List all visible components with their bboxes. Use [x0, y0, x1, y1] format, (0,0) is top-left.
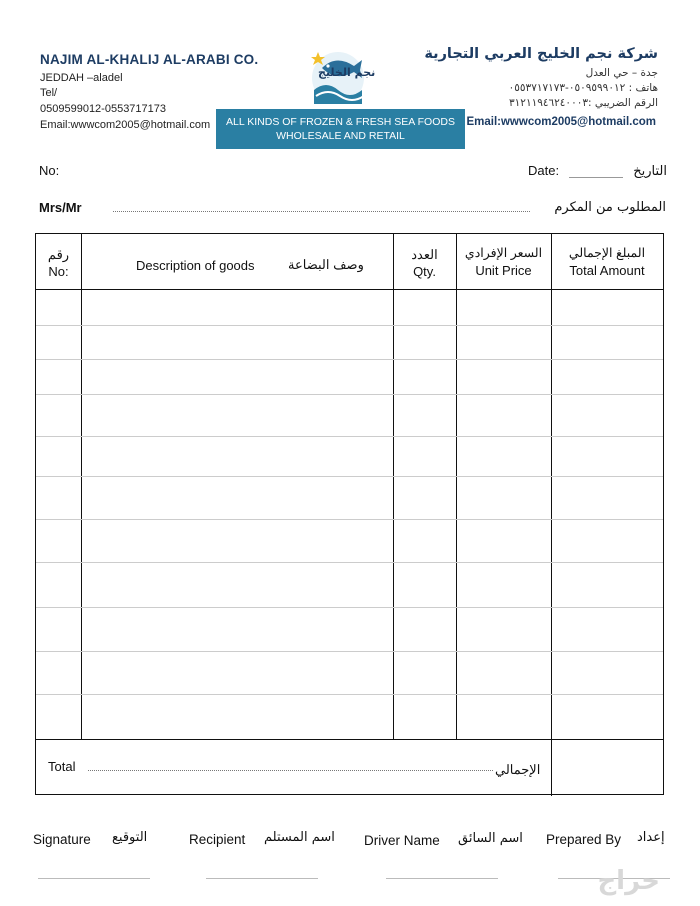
driver-line[interactable] — [386, 878, 498, 879]
company-name-en: NAJIM AL-KHALIJ AL-ARABI CO. — [40, 52, 259, 67]
recipient-label-ar: اسم المستلم — [264, 830, 335, 845]
services-banner — [216, 109, 465, 149]
mrs-label: Mrs/Mr — [39, 200, 82, 215]
recipient-line[interactable] — [206, 878, 318, 879]
total-amount-words-field[interactable] — [88, 770, 493, 771]
phones-ar: هاتف : ٠٥٠٩٥٩٩٠١٢-٠٥٥٣٧١٧١٧٣ — [508, 82, 658, 94]
col-unit-header — [456, 244, 551, 280]
city-ar: جدة – حي العدل — [585, 67, 658, 79]
table-row — [36, 694, 663, 695]
col-divider — [456, 234, 457, 740]
col-unit-en: Unit Price — [475, 263, 532, 278]
col-no-ar: رقم — [47, 247, 70, 262]
driver-label-en: Driver Name — [364, 833, 440, 848]
table-row — [36, 394, 663, 395]
tel-label: Tel/ — [40, 87, 58, 99]
table-row — [36, 476, 663, 477]
watermark-logo: حراج — [597, 866, 660, 896]
banner-line1: ALL KINDS OF FROZEN & FRESH SEA FOODS — [226, 116, 455, 128]
date-field[interactable] — [569, 177, 623, 178]
recipient-label-en: Recipient — [189, 832, 246, 847]
customer-name-field[interactable] — [113, 211, 530, 212]
tax-number-ar: الرقم الضريبي :٣١٢١١٩٤٦٢٤٠٠٠٣ — [509, 97, 658, 109]
date-label: Date: — [528, 163, 560, 178]
table-row — [36, 607, 663, 608]
table-row — [36, 436, 663, 437]
phones-en: 0509599012-0553717173 — [40, 103, 167, 115]
date-label-ar: التاريخ — [633, 164, 667, 179]
mrs-label-ar: المطلوب من المكرم — [554, 200, 666, 215]
table-row — [36, 359, 663, 360]
col-desc-ar: وصف البضاعة — [288, 257, 364, 272]
col-qty-ar: العدد — [411, 247, 438, 262]
col-desc-en: Description of goods — [136, 258, 255, 273]
col-divider — [393, 234, 394, 740]
col-divider — [81, 234, 82, 740]
col-divider — [551, 234, 552, 796]
col-no-header — [36, 246, 81, 280]
table-row — [36, 562, 663, 563]
driver-label-ar: اسم السائق — [458, 831, 523, 846]
table-row — [36, 519, 663, 520]
no-label: No: — [39, 163, 60, 178]
col-no-en: No: — [48, 264, 69, 279]
prepared-label-en: Prepared By — [546, 832, 622, 847]
total-divider — [36, 739, 663, 740]
col-total-en: Total Amount — [569, 263, 645, 278]
table-row — [36, 325, 663, 326]
col-total-ar: المبلغ الإجمالي — [568, 246, 646, 260]
col-total-header — [551, 244, 663, 280]
total-label-ar: الإجمالي — [495, 762, 541, 777]
company-name-ar: شركة نجم الخليج العربي التجارية — [424, 46, 658, 62]
table-row — [36, 651, 663, 652]
col-unit-ar: السعر الإفرادي — [464, 246, 543, 260]
col-qty-en: Qty. — [413, 264, 436, 279]
total-label-en: Total — [48, 759, 76, 774]
prepared-label-ar: إعداد — [637, 830, 665, 845]
items-table — [35, 233, 664, 795]
col-qty-header — [393, 246, 456, 280]
email-right: Email:wwwcom2005@hotmail.com — [466, 116, 656, 128]
signature-line[interactable] — [38, 878, 150, 879]
email-en: Email:wwwcom2005@hotmail.com — [40, 119, 211, 131]
signature-label-ar: التوقيع — [112, 830, 148, 845]
city-en: JEDDAH –aladel — [40, 72, 123, 84]
logo-text: نجم الخليج — [318, 66, 376, 79]
header-divider — [36, 289, 663, 290]
signature-label-en: Signature — [33, 832, 91, 847]
banner-line2: WHOLESALE AND RETAIL — [276, 130, 405, 142]
